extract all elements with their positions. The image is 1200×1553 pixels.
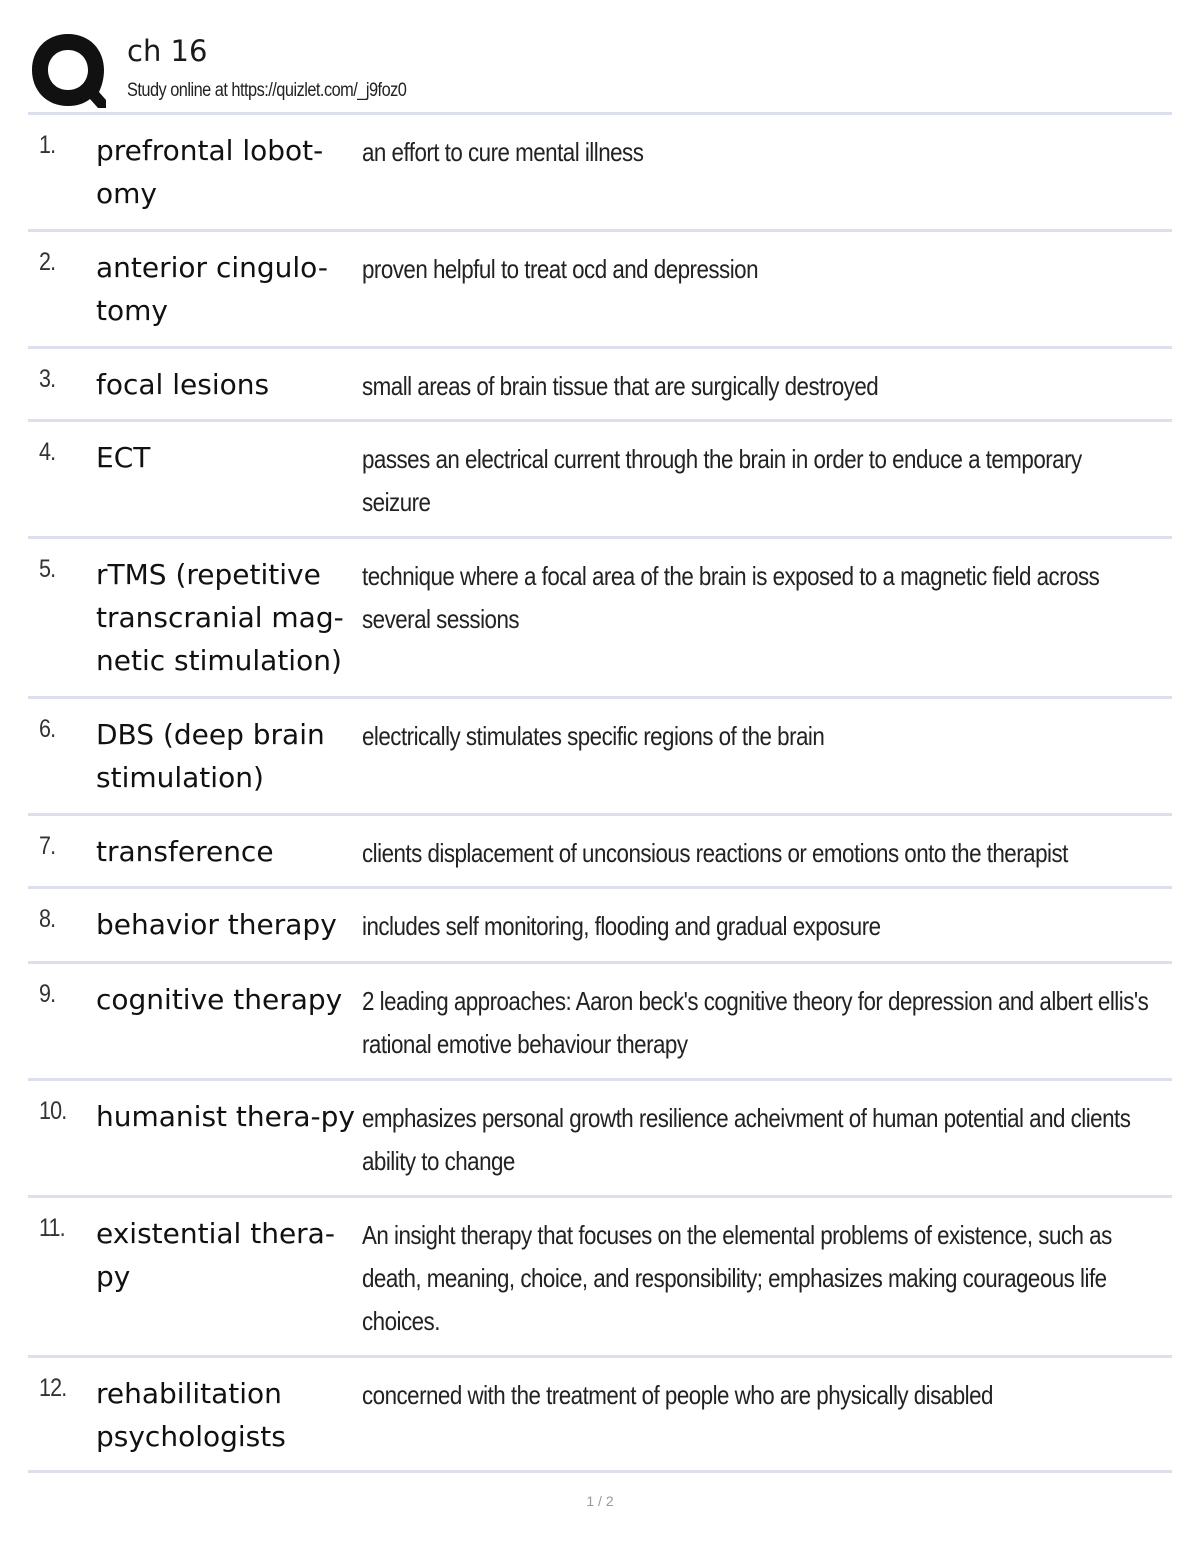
page-indicator: 1 / 2 xyxy=(586,1493,614,1509)
quizlet-logo-icon xyxy=(28,30,108,110)
card-row xyxy=(28,539,1172,696)
card-term: rTMS (repetitive transcranial mag-netic stimulation) xyxy=(96,558,344,677)
card-number: 6. xyxy=(39,715,56,743)
quizlet-url-link[interactable]: https://quizlet.com/_j9foz0 xyxy=(231,80,407,101)
card-number: 2. xyxy=(39,248,56,276)
card-definition: proven helpful to treat ocd and depression xyxy=(362,254,759,284)
card-row xyxy=(28,1081,1172,1195)
card-number: 12. xyxy=(39,1374,67,1402)
card-definition: electrically stimulates specific regions of the brain xyxy=(362,721,825,751)
card-term: rehabilitation psychologists xyxy=(96,1377,286,1453)
card-definition: 2 leading approaches: Aaron beck's cognitive theory for depression and albert ellis's rational emotive behaviour therapy xyxy=(362,986,1149,1059)
card-row xyxy=(28,889,1172,961)
card-term: existential thera-py xyxy=(96,1217,335,1293)
card-row xyxy=(28,699,1172,813)
card-number: 1. xyxy=(39,131,56,159)
card-row xyxy=(28,115,1172,229)
card-term: behavior therapy xyxy=(96,908,337,941)
study-online-line xyxy=(127,80,406,102)
card-row xyxy=(28,349,1172,419)
page-header xyxy=(28,28,1172,112)
card-number: 11. xyxy=(39,1214,65,1242)
card-number: 5. xyxy=(39,555,56,583)
card-definition: small areas of brain tissue that are surgically destroyed xyxy=(362,371,879,401)
card-definition: clients displacement of unconsious reactions or emotions onto the therapist xyxy=(362,838,1068,868)
card-row xyxy=(28,1198,1172,1355)
card-term: humanist thera-py xyxy=(96,1100,355,1133)
card-row xyxy=(28,232,1172,346)
card-definition: An insight therapy that focuses on the elemental problems of existence, such as death, meaning, choice, and responsibility; emphasizes making courageous life choices. xyxy=(362,1220,1112,1336)
card-term: DBS (deep brain stimulation) xyxy=(96,718,325,794)
study-online-label: Study online at xyxy=(127,80,232,101)
card-term: transference xyxy=(96,835,274,868)
card-number: 3. xyxy=(39,365,56,393)
card-term: cognitive therapy xyxy=(96,983,343,1016)
card-row xyxy=(28,816,1172,886)
card-row xyxy=(28,1358,1172,1470)
card-term: ECT xyxy=(96,441,151,474)
card-definition: technique where a focal area of the brain is exposed to a magnetic field across several sessions xyxy=(362,561,1100,634)
divider xyxy=(28,1470,1172,1473)
card-row xyxy=(28,964,1172,1078)
card-number: 7. xyxy=(39,832,56,860)
card-definition: emphasizes personal growth resilience acheivment of human potential and clients ability to change xyxy=(362,1103,1131,1176)
card-definition: passes an electrical current through the brain in order to enduce a temporary seizure xyxy=(362,444,1082,517)
card-term: focal lesions xyxy=(96,368,270,401)
page-title: ch 16 xyxy=(127,34,208,68)
card-definition: concerned with the treatment of people who are physically disabled xyxy=(362,1380,993,1410)
card-number: 9. xyxy=(39,980,56,1008)
card-definition: includes self monitoring, flooding and gradual exposure xyxy=(362,911,881,941)
card-number: 8. xyxy=(39,905,56,933)
card-definition: an effort to cure mental illness xyxy=(362,137,644,167)
card-term: prefrontal lobot-omy xyxy=(96,134,324,210)
card-row xyxy=(28,422,1172,536)
card-term: anterior cingulo-tomy xyxy=(96,251,328,327)
card-number: 4. xyxy=(39,438,56,466)
card-number: 10. xyxy=(39,1097,67,1125)
